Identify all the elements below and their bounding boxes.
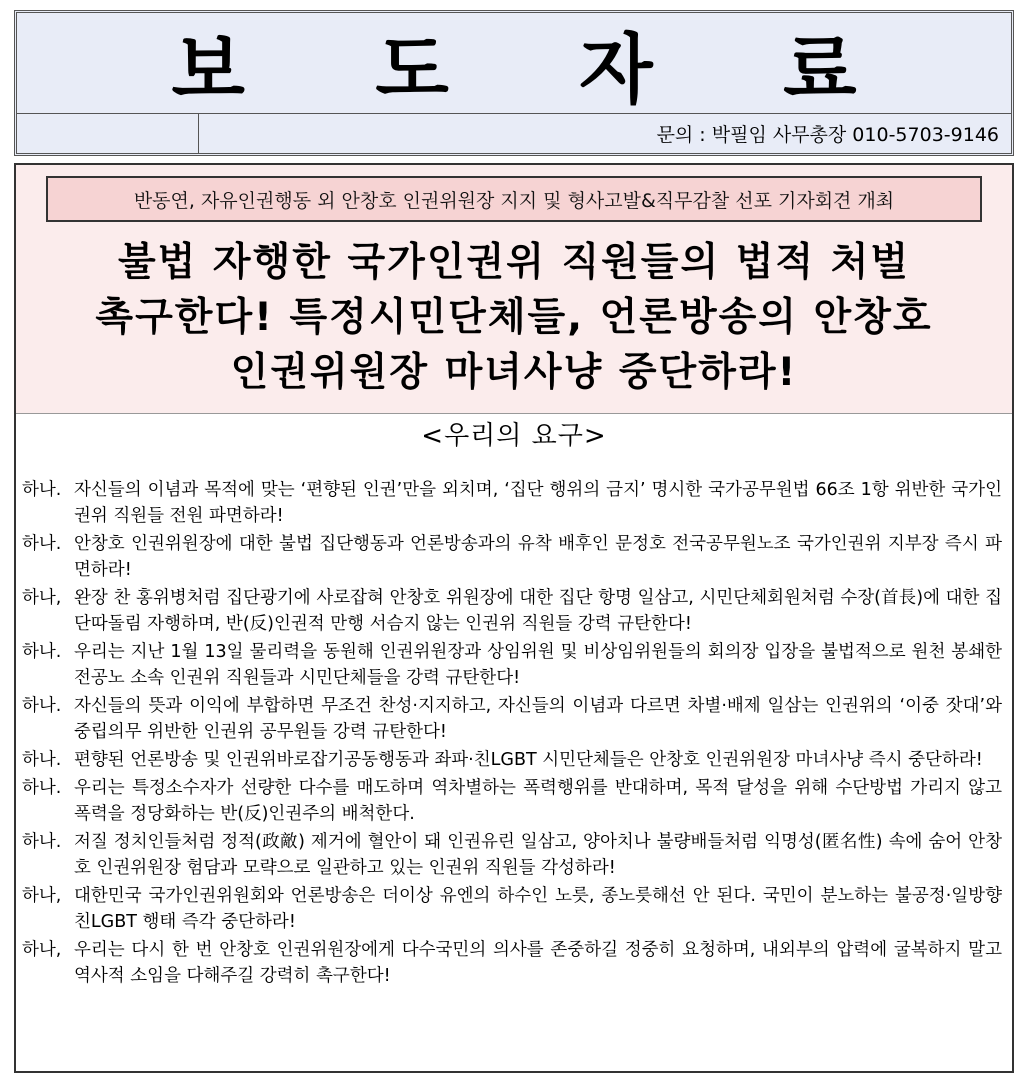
demand-text: 우리는 다시 한 번 안창호 인권위원장에게 다수국민의 의사를 존중하길 정중히 요청하며, 내외부의 압력에 굴복하지 말고 역사적 소임을 다해주길 강력히 촉구한다! [74, 940, 1002, 986]
press-release-header [14, 10, 1014, 156]
demand-item [22, 747, 1002, 773]
demand-prefix: 하나, [22, 940, 62, 960]
release-body [14, 163, 1014, 1073]
demand-text: 저질 정치인들처럼 정적(政敵) 제거에 혈안이 돼 인권유린 일삼고, 양아치나 불량배들처럼 익명성(匿名性) 속에 숨어 안창호 인권위원장 험담과 모략으로 일관하고 있는 인권위 직원들 각성하라! [74, 832, 1002, 878]
demand-prefix: 하나. [22, 832, 62, 852]
demand-prefix: 하나. [22, 534, 62, 554]
demand-item [22, 883, 1002, 935]
demand-prefix: 하나. [22, 778, 62, 798]
demand-item [22, 477, 1002, 529]
page-title: 보 도 자 료 [171, 24, 909, 114]
demand-item [22, 639, 1002, 691]
contact-label-cell [17, 114, 199, 153]
demand-prefix: 하나. [22, 642, 62, 662]
demand-text: 자신들의 뜻과 이익에 부합하면 무조건 찬성·지지하고, 자신들의 이념과 다르면 차별·배제 일삼는 인권위의 ‘이중 잣대’와 중립의무 위반한 인권위 공무원들 강력 규탄한다! [74, 696, 1002, 742]
demand-text: 안창호 인권위원장에 대한 불법 집단행동과 언론방송과의 유착 배후인 문정호 전국공무원노조 국가인권위 지부장 즉시 파면하라! [74, 534, 1002, 580]
demand-text: 우리는 특정소수자가 선량한 다수를 매도하며 역차별하는 폭력행위를 반대하며, 목적 달성을 위해 수단방법 가리지 않고 폭력을 정당화하는 반(反)인권주의 배척한다. [74, 778, 1002, 824]
demand-text: 편향된 언론방송 및 인권위바로잡기공동행동과 좌파·친LGBT 시민단체들은 안창호 인권위원장 마녀사냥 즉시 중단하라! [74, 750, 983, 770]
headline-section [16, 165, 1012, 414]
demand-item [22, 585, 1002, 637]
demand-prefix: 하나, [22, 886, 62, 906]
headline [26, 235, 1002, 400]
contact-row [17, 114, 1011, 153]
headline-line: 촉구한다! 특정시민단체들, 언론방송의 안창호 [95, 295, 933, 340]
demand-text: 우리는 지난 1월 13일 물리력을 동원해 인권위원장과 상임위원 및 비상임위원들의 회의장 입장을 불법적으로 원천 봉쇄한 전공노 소속 인권위 직원들과 시민단체들을 강력 규탄한다! [74, 642, 1002, 688]
demand-text: 자신들의 이념과 목적에 맞는 ‘편향된 인권’만을 외치며, ‘집단 행위의 금지’ 명시한 국가공무원법 66조 1항 위반한 국가인권위 직원들 전원 파면하라! [74, 480, 1002, 526]
demand-prefix: 하나. [22, 750, 62, 770]
contact-info: 문의 : 박필임 사무총장 010-5703-9146 [656, 124, 999, 146]
headline-line: 불법 자행한 국가인권위 직원들의 법적 처벌 [117, 240, 911, 285]
headline-line: 인권위원장 마녀사냥 중단하라! [230, 350, 798, 395]
demand-item [22, 937, 1002, 989]
demand-prefix: 하나. [22, 696, 62, 716]
demand-item [22, 829, 1002, 881]
demands-list [22, 477, 1002, 991]
demand-item [22, 693, 1002, 745]
demands-title: <우리의 요구> [421, 421, 607, 451]
subheading-box: 반동연, 자유인권행동 외 안창호 인권위원장 지지 및 형사고발&직무감찰 선포 기자회견 개최 [46, 176, 982, 222]
demand-prefix: 하나, [22, 588, 62, 608]
demand-item [22, 531, 1002, 583]
demand-item [22, 775, 1002, 827]
demand-prefix: 하나. [22, 480, 62, 500]
demand-text: 대한민국 국가인권위원회와 언론방송은 더이상 유엔의 하수인 노릇, 종노릇해선 안 된다. 국민이 분노하는 불공정·일방향 친LGBT 행태 즉각 중단하라! [74, 886, 1002, 932]
demand-text: 완장 찬 홍위병처럼 집단광기에 사로잡혀 안창호 위원장에 대한 집단 항명 일삼고, 시민단체회원처럼 수장(首長)에 대한 집단따돌림 자행하며, 반(反)인권적 만행 서슴지 않는 인권위 직원들 강력 규탄한다! [74, 588, 1002, 634]
